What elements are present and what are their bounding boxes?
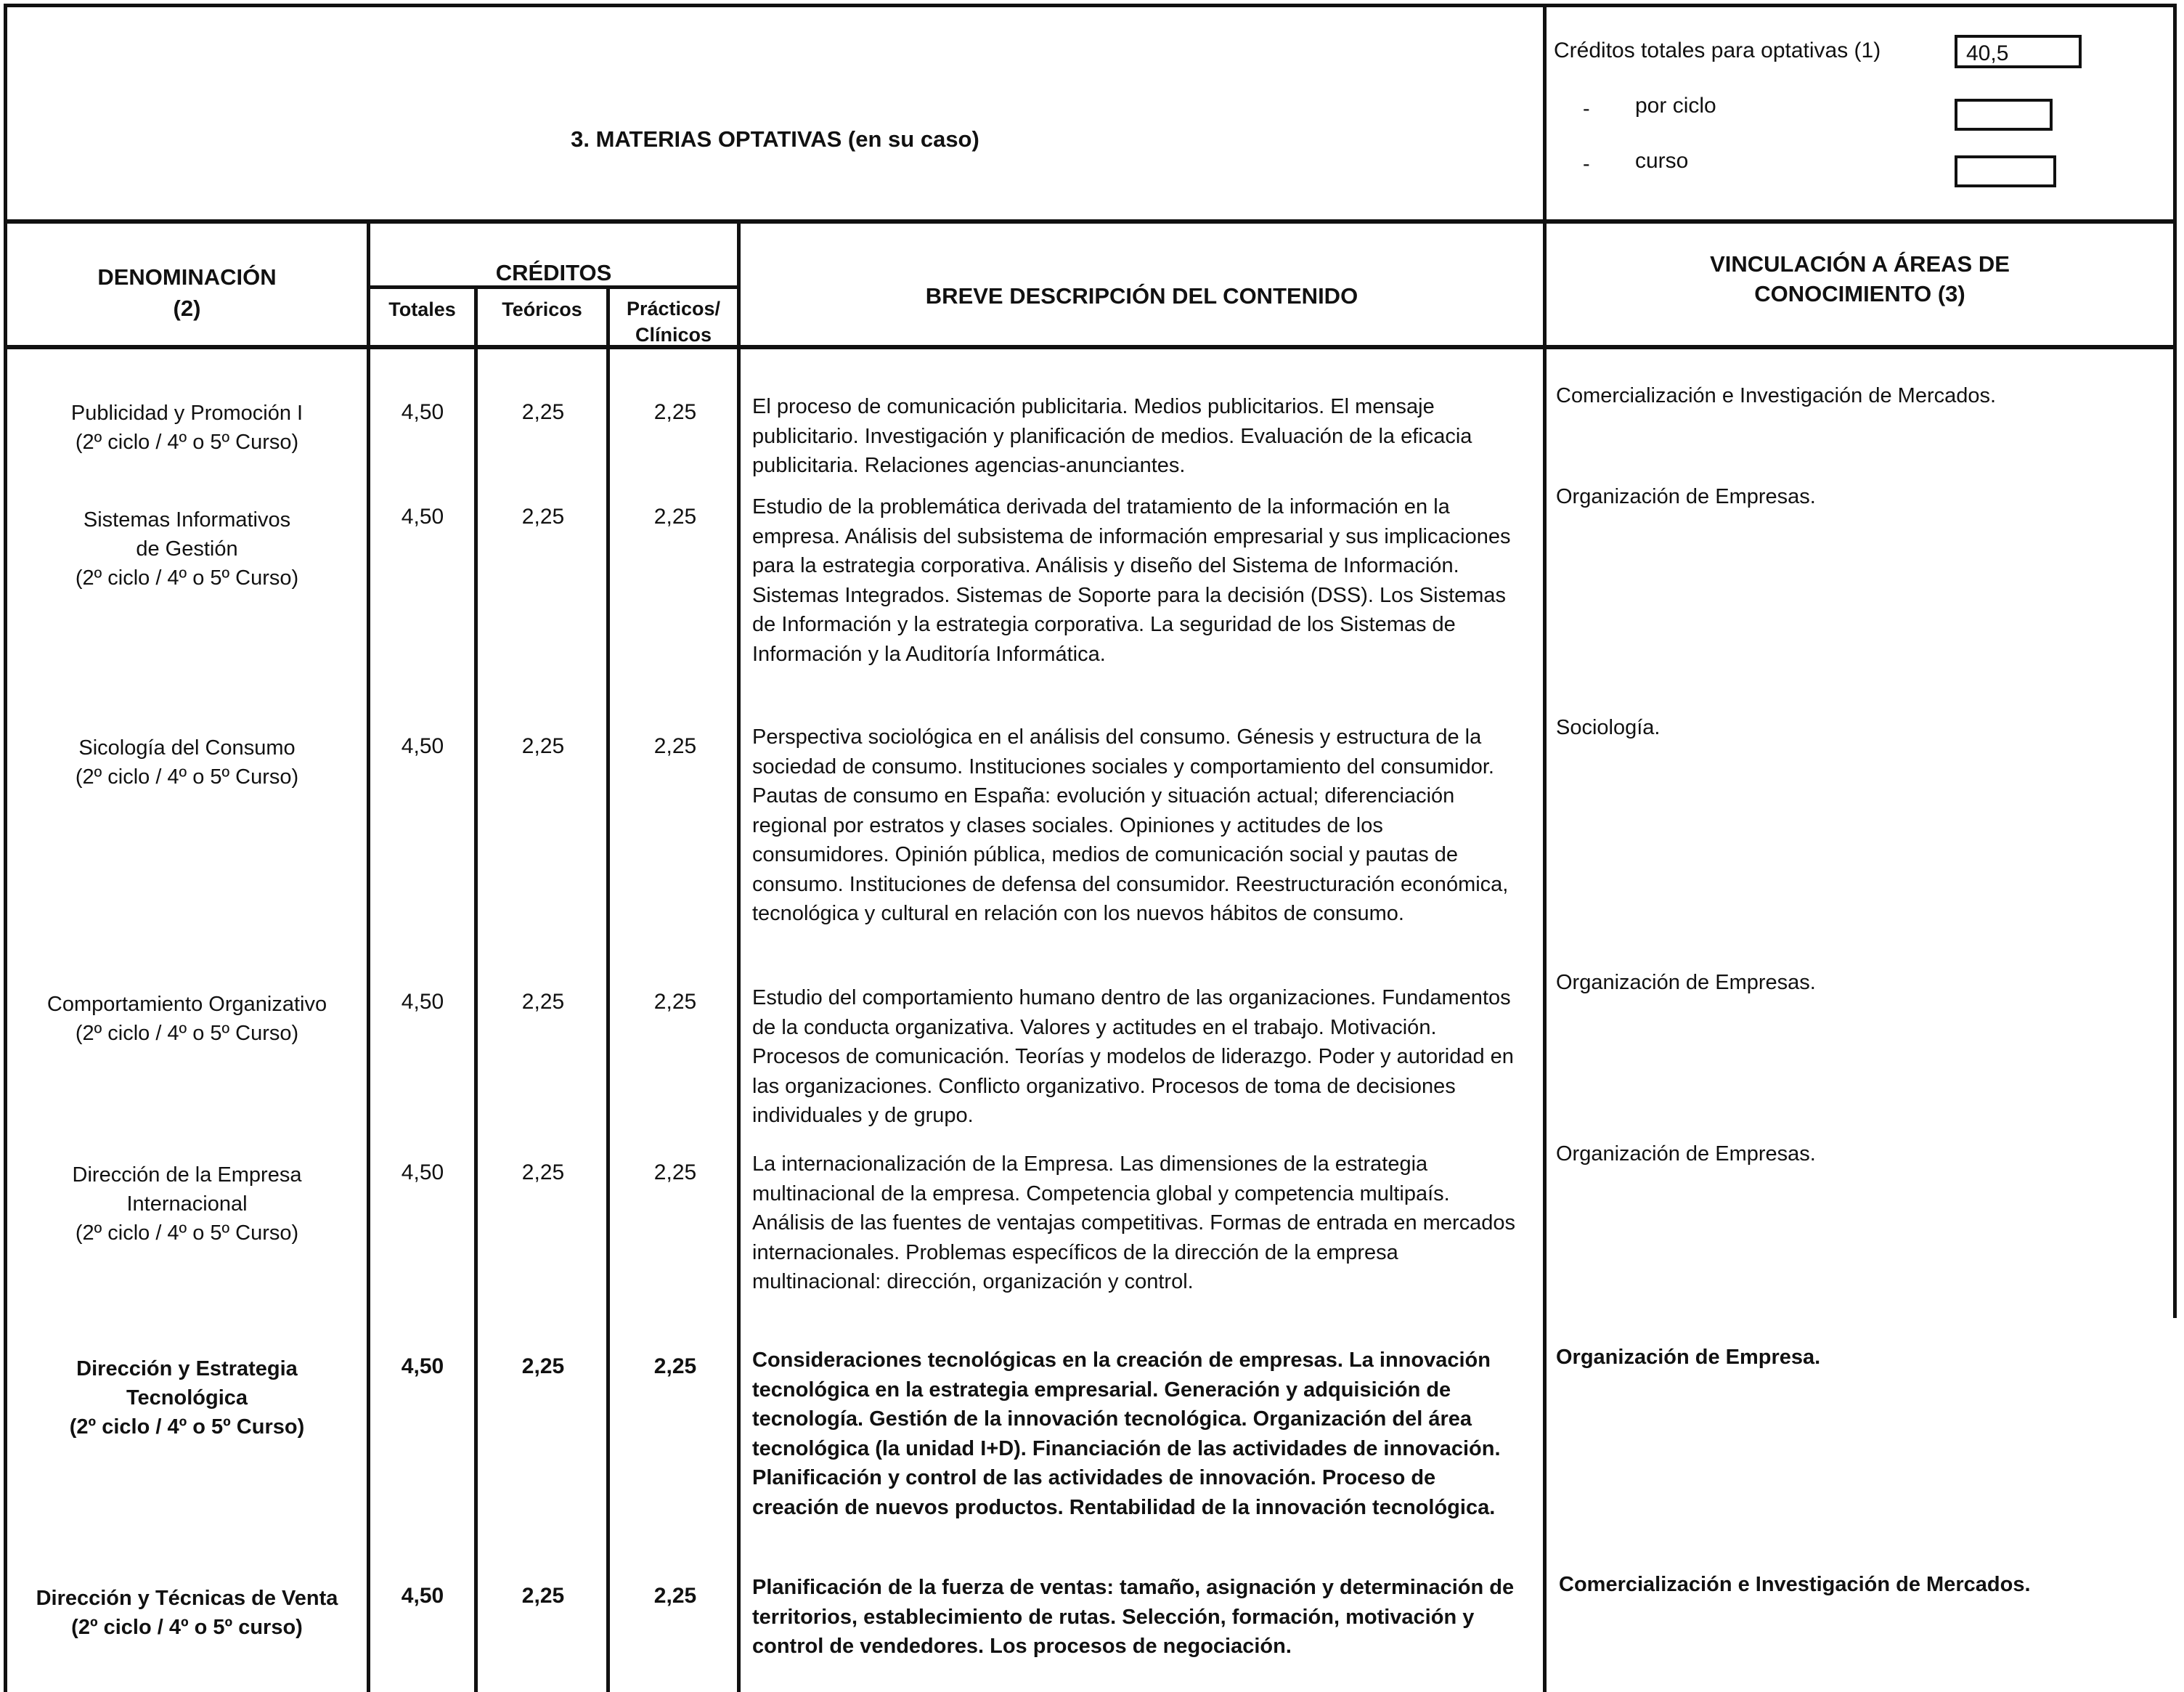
totales-header: Totales [388, 298, 456, 320]
row-area: Organización de Empresa. [1556, 1346, 1821, 1369]
row-denominacion-line: Internacional [126, 1192, 248, 1216]
row-practicos: 2,25 [653, 1584, 697, 1608]
row-teoricos: 2,25 [521, 505, 565, 529]
row-area: Comercialización e Investigación de Mercados. [1556, 384, 1997, 407]
top-border [4, 4, 2177, 7]
row-descripcion: Estudio del comportamiento humano dentro de las organizaciones. Fundamentos de la conducta organizativa. Valores y actitudes en el trabajo. Motivación. Procesos de comunicación. Teorías y modelos de liderazgo. Poder y autoridad en las organizaciones. Conflicto organizativo. Procesos de toma de decisiones individuales y de grupo. [752, 986, 1514, 1127]
row-teoricos: 2,25 [521, 1584, 565, 1608]
vinculacion-header-line2: CONOCIMIENTO (3) [1754, 281, 1965, 306]
row-denominacion-line: Tecnológica [126, 1386, 248, 1410]
row-descripcion: La internacionalización de la Empresa. Las dimensiones de la estrategia multinacional de la empresa. Competencia global y competencia multipaís. Análisis de las fuentes de ventajas competitivas. Formas de entrada en mercados internacionales. Problemas específicos de la dirección de la empresa multinacional: dirección, organización y control. [752, 1152, 1515, 1293]
row-practicos: 2,25 [653, 734, 697, 758]
row-teoricos: 2,25 [521, 1160, 565, 1184]
row-totales: 4,50 [401, 505, 444, 529]
vinculacion-header-line1: VINCULACIÓN A ÁREAS DE [1710, 251, 2010, 277]
row-descripcion: Planificación de la fuerza de ventas: tamaño, asignación y determinación de territorios, establecimiento de rutas. Selección, formación, motivación y control de vendedores. Los procesos de negociación. [752, 1576, 1515, 1658]
row-totales: 4,50 [401, 400, 444, 424]
teoricos-header: Teóricos [502, 298, 582, 320]
row-descripcion: Consideraciones tecnológicas en la creación de empresas. La innovación tecnológica en la estrategia empresarial. Generación y adquisición de tecnología. Gestión de la innovación tecnológica. Organización del área tecnológica (la unidad I+D). Financiación de las actividades de innovación. Planificación y control de las actividades de innovación. Proceso de creación de nuevos productos. Rentabilidad de la innovación tecnológica. [752, 1349, 1501, 1519]
row-teoricos: 2,25 [521, 734, 565, 758]
row-area: Organización de Empresas. [1556, 971, 1816, 994]
row-teoricos: 2,25 [521, 1354, 565, 1378]
row-practicos: 2,25 [653, 1354, 697, 1378]
creditos-totales-label: Créditos totales para optativas (1) [1554, 38, 1881, 62]
row-teoricos: 2,25 [521, 990, 565, 1014]
right-border [2173, 4, 2177, 1318]
column-header-bottom-border [4, 345, 2177, 349]
descripcion-header: BREVE DESCRIPCIÓN DEL CONTENIDO [925, 283, 1358, 309]
row-denominacion-line: (2º ciclo / 4º o 5º Curso) [75, 765, 299, 789]
row-denominacion-line: (2º ciclo / 4º o 5º Curso) [69, 1415, 305, 1439]
row-totales: 4,50 [401, 1160, 444, 1184]
row-area: Sociología. [1556, 716, 1661, 739]
row-denominacion-line: (2º ciclo / 4º o 5º Curso) [75, 431, 299, 454]
row-denominacion-line: Dirección y Estrategia [76, 1357, 298, 1380]
row-teoricos: 2,25 [521, 400, 565, 424]
row-denominacion-line: (2º ciclo / 4º o 5º Curso) [75, 1022, 299, 1045]
header-bottom-border [4, 219, 2177, 224]
curso-bullet: - [1583, 152, 1590, 176]
row-denominacion-line: (2º ciclo / 4º o 5º Curso) [75, 1221, 299, 1245]
row-descripcion: El proceso de comunicación publicitaria. Medios publicitarios. El mensaje publicitario. Investigación y planificación de medios. Evaluación de la eficacia publicitaria. Relaciones agencias-anunciantes. [752, 395, 1472, 477]
creditos-totales-box [1955, 35, 2082, 68]
row-practicos: 2,25 [653, 990, 697, 1014]
denominacion-header: DENOMINACIÓN [97, 264, 277, 290]
row-denominacion-line: Dirección de la Empresa [72, 1163, 302, 1187]
row-denominacion-line: Dirección y Técnicas de Venta [36, 1587, 338, 1610]
creditos-header: CRÉDITOS [495, 260, 612, 285]
row-area: Comercialización e Investigación de Mercados. [1559, 1573, 2031, 1596]
por-ciclo-label: por ciclo [1635, 94, 1716, 118]
row-denominacion-line: Comportamiento Organizativo [46, 993, 327, 1016]
row-denominacion-line: de Gestión [136, 537, 238, 561]
row-denominacion-line: Sistemas Informativos [83, 508, 291, 532]
row-totales: 4,50 [401, 1584, 444, 1608]
row-practicos: 2,25 [653, 400, 697, 424]
teoricos-col-border [606, 287, 610, 1692]
por-ciclo-bullet: - [1583, 97, 1590, 121]
curso-box [1955, 155, 2056, 187]
row-denominacion-line: (2º ciclo / 4º o 5º curso) [71, 1616, 303, 1639]
row-denominacion-line: Publicidad y Promoción I [70, 402, 303, 425]
practicos-header-line2: Clínicos [635, 324, 712, 346]
practicos-header-line1: Prácticos/ [626, 298, 721, 320]
row-totales: 4,50 [401, 990, 444, 1014]
row-practicos: 2,25 [653, 1160, 697, 1184]
row-practicos: 2,25 [653, 505, 697, 529]
row-denominacion-line: Sicología del Consumo [78, 736, 296, 760]
row-totales: 4,50 [401, 734, 444, 758]
totales-col-border [474, 287, 478, 1692]
denominacion-col-border [367, 221, 370, 1692]
curso-label: curso [1635, 149, 1689, 173]
creditos-col-border [737, 221, 741, 1692]
row-descripcion: Estudio de la problemática derivada del tratamiento de la información en la empresa. Análisis del subsistema de información empresarial y sus implicaciones para la estrategia corporativa. Análisis y diseño del Sistema de Información. Sistemas Integrados. Sistemas de Soporte para la decisión (DSS). Los Sistemas de Información y la estrategia corporativa. La seguridad de los Sistemas de Información y la Auditoría Informática. [752, 495, 1511, 666]
row-area: Organización de Empresas. [1556, 1142, 1816, 1166]
row-descripcion: Perspectiva sociológica en el análisis del consumo. Génesis y estructura de la sociedad de consumo. Instituciones sociales y comportamiento del consumidor. Pautas de consumo en España: evolución y situación actual; diferenciación regional por estratos y clases sociales. Opiniones y actitudes de los consumidores. Opinión pública, medios de comunicación social y pautas de consumo. Instituciones de defensa del consumidor. Reestructuración económica, tecnológica y cultural en relación con los nuevos hábitos de consumo. [752, 725, 1509, 925]
denominacion-note: (2) [173, 296, 201, 321]
section-title: 3. MATERIAS OPTATIVAS (en su caso) [571, 126, 979, 152]
por-ciclo-box [1955, 99, 2053, 131]
row-denominacion-line: (2º ciclo / 4º o 5º Curso) [75, 566, 299, 590]
row-totales: 4,50 [401, 1354, 444, 1378]
creditos-totales-value: 40,5 [1966, 41, 2009, 65]
row-area: Organización de Empresas. [1556, 485, 1816, 508]
